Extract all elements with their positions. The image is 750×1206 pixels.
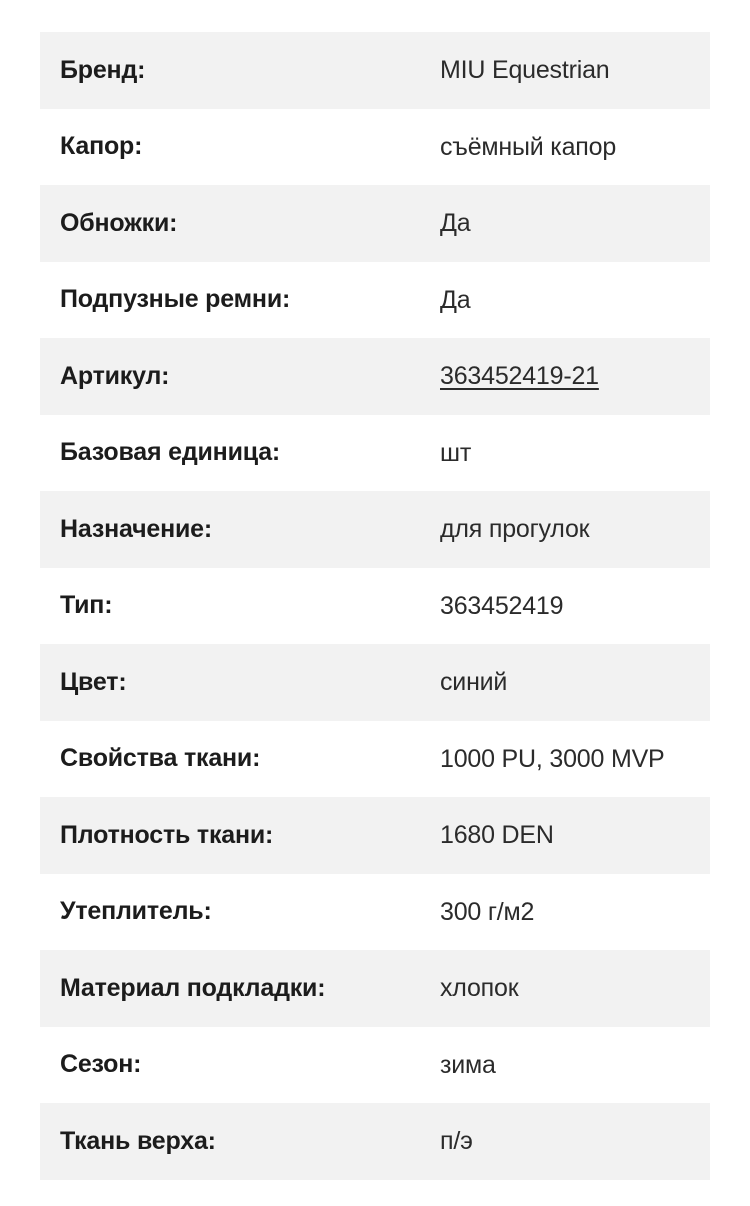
specifications-table-body [40,32,710,1180]
spec-label: Обножки: [60,208,178,237]
table-row [40,491,710,568]
spec-label: Назначение: [60,514,212,543]
article-link[interactable]: 363452419-21 [440,362,599,390]
spec-value: 300 г/м2 [440,897,535,926]
spec-label: Бренд: [60,55,146,84]
spec-value: для прогулок [440,515,590,543]
spec-value: Да [440,285,471,314]
spec-label: Подпузные ремни: [60,285,291,314]
spec-value: шт [440,438,472,467]
spec-label: Материал подкладки: [60,973,326,1002]
spec-value: п/э [440,1127,473,1155]
spec-value: съёмный капор [440,132,617,161]
spec-label: Ткань верха: [60,1126,216,1155]
spec-value: синий [440,668,508,696]
spec-label: Базовая единица: [60,438,281,467]
table-row [40,1103,710,1180]
table-row [40,109,710,186]
table-row [40,644,710,721]
spec-label: Утеплитель: [60,897,212,926]
table-row [40,32,710,109]
spec-label: Плотность ткани: [60,820,274,849]
specifications-table [40,32,710,1180]
table-row [40,568,710,645]
spec-value: 363452419 [440,591,564,620]
table-row [40,415,710,492]
table-row [40,338,710,415]
spec-value: 1680 DEN [440,821,554,849]
spec-label: Тип: [60,591,113,620]
spec-label: Свойства ткани: [60,744,261,773]
spec-value: MIU Equestrian [440,56,610,84]
spec-label: Сезон: [60,1050,142,1079]
table-row [40,950,710,1027]
spec-value: зима [440,1050,496,1079]
spec-value [440,338,710,415]
spec-label: Цвет: [60,667,127,696]
table-row [40,1027,710,1104]
table-row [40,185,710,262]
table-row [40,797,710,874]
table-row [40,721,710,798]
spec-value: Да [440,209,471,237]
spec-label: Капор: [60,132,143,161]
table-row [40,874,710,951]
spec-label: Артикул: [60,361,170,390]
table-row [40,262,710,339]
spec-value: 1000 PU, 3000 MVP [440,744,665,773]
spec-value: хлопок [440,974,519,1002]
